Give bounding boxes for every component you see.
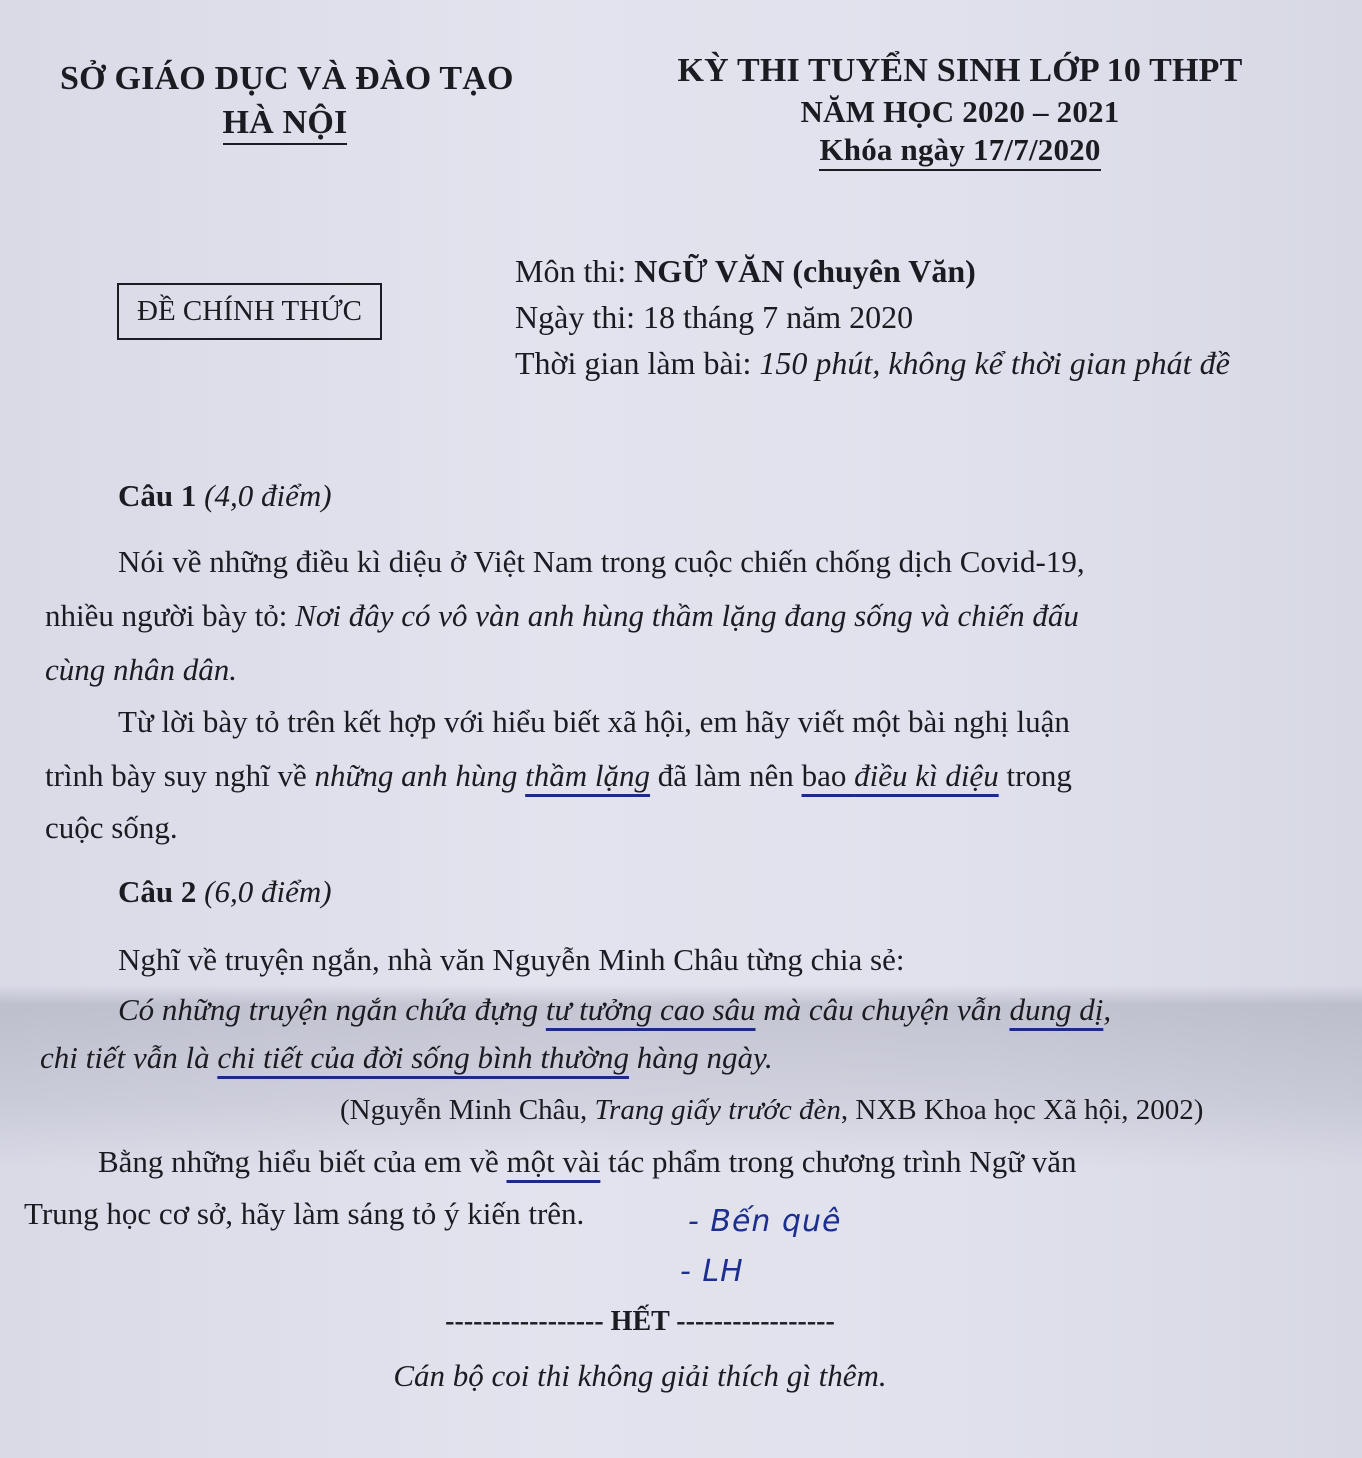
text: (Nguyễn Minh Châu, bbox=[340, 1094, 595, 1126]
q1-paragraph1-line3: cùng nhân dân. bbox=[45, 652, 238, 687]
question2-points: (6,0 điểm) bbox=[204, 874, 332, 909]
text-italic: những anh hùng bbox=[314, 758, 526, 793]
text: tác phẩm trong chương trình Ngữ văn bbox=[600, 1144, 1077, 1179]
pen-underlined-text: điều kì diệu bbox=[854, 758, 999, 793]
exam-title-block bbox=[650, 52, 1270, 168]
q1-paragraph2-line3: cuộc sống. bbox=[45, 810, 178, 845]
text: mà câu chuyện vẫn bbox=[755, 992, 1010, 1027]
text: chi tiết vẫn là bbox=[40, 1040, 218, 1075]
duration-label: Thời gian làm bài: bbox=[515, 345, 760, 381]
q2-quote-line1 bbox=[118, 992, 1111, 1028]
subject-label: Môn thi: bbox=[515, 253, 635, 289]
q1-paragraph1-line2 bbox=[45, 598, 1079, 634]
handwritten-note-1: - Bến quê bbox=[688, 1204, 842, 1239]
text: , bbox=[1103, 992, 1112, 1027]
exam-info bbox=[515, 248, 1230, 386]
text: Có những truyện ngắn chứa đựng bbox=[118, 992, 546, 1027]
pen-underlined-text: chi tiết của đời sống bình thường bbox=[217, 1040, 629, 1075]
school-year: NĂM HỌC 2020 – 2021 bbox=[800, 94, 1120, 129]
proctor-note: Cán bộ coi thi không giải thích gì thêm. bbox=[393, 1358, 887, 1393]
exam-session-date: Khóa ngày 17/7/2020 bbox=[819, 132, 1100, 171]
exam-title: KỲ THI TUYỂN SINH LỚP 10 THPT bbox=[677, 52, 1243, 89]
question2-title: Câu 2 bbox=[118, 874, 197, 909]
subject-value: NGỮ VĂN (chuyên Văn) bbox=[634, 253, 976, 289]
text: , NXB Khoa học Xã hội, 2002) bbox=[840, 1094, 1204, 1126]
question1-title: Câu 1 bbox=[118, 478, 197, 513]
text: trình bày suy nghĩ về bbox=[45, 758, 315, 793]
handwritten-note-2: - LH bbox=[680, 1254, 744, 1289]
text: nhiều người bày tỏ: bbox=[45, 598, 296, 633]
pen-underlined-text: một vài bbox=[506, 1144, 601, 1179]
q2-quote-line2 bbox=[40, 1040, 773, 1076]
department-city: HÀ NỘI bbox=[223, 104, 348, 145]
department-name bbox=[60, 60, 514, 142]
department-line1: SỞ GIÁO DỤC VÀ ĐÀO TẠO bbox=[60, 60, 514, 97]
pen-underlined-text: thầm lặng bbox=[525, 758, 651, 793]
q1-paragraph2-line2 bbox=[45, 758, 1072, 794]
end-marker: ----------------- HẾT ----------------- bbox=[445, 1306, 835, 1337]
duration-value: 150 phút, không kể thời gian phát đề bbox=[759, 345, 1230, 381]
text: hàng ngày. bbox=[628, 1040, 773, 1075]
text: đã làm nên bbox=[650, 758, 802, 793]
duration-line bbox=[515, 340, 1230, 386]
q2-quote-source bbox=[340, 1094, 1203, 1127]
text: Bằng những hiểu biết của em về bbox=[98, 1144, 507, 1179]
quoted-text: Nơi đây có vô vàn anh hùng thầm lặng đang sống và chiến đấu bbox=[295, 598, 1079, 633]
official-exam-badge: ĐỀ CHÍNH THỨC bbox=[117, 283, 382, 340]
pen-underlined-text: tư tưởng cao sâu bbox=[545, 992, 756, 1027]
exam-date: Ngày thi: 18 tháng 7 năm 2020 bbox=[515, 299, 914, 335]
q1-paragraph1-line1: Nói về những điều kì diệu ở Việt Nam trong cuộc chiến chống dịch Covid-19, bbox=[118, 544, 1085, 579]
q2-task-line2: Trung học cơ sở, hãy làm sáng tỏ ý kiến trên. bbox=[24, 1196, 585, 1231]
q2-intro: Nghĩ về truyện ngắn, nhà văn Nguyễn Minh Châu từng chia sẻ: bbox=[118, 942, 905, 977]
question1-points: (4,0 điểm) bbox=[204, 478, 332, 513]
q1-paragraph2-line1: Từ lời bày tỏ trên kết hợp với hiểu biết xã hội, em hãy viết một bài nghị luận bbox=[118, 704, 1070, 739]
question2-heading bbox=[118, 874, 332, 910]
question1-heading bbox=[118, 478, 332, 514]
q2-task-line1 bbox=[98, 1144, 1077, 1180]
text: trong bbox=[998, 758, 1072, 793]
subject-line bbox=[515, 248, 1230, 294]
pen-underlined-text: bao bbox=[801, 758, 855, 793]
pen-underlined-text: dung dị bbox=[1009, 992, 1104, 1027]
book-title: Trang giấy trước đèn bbox=[594, 1094, 841, 1126]
